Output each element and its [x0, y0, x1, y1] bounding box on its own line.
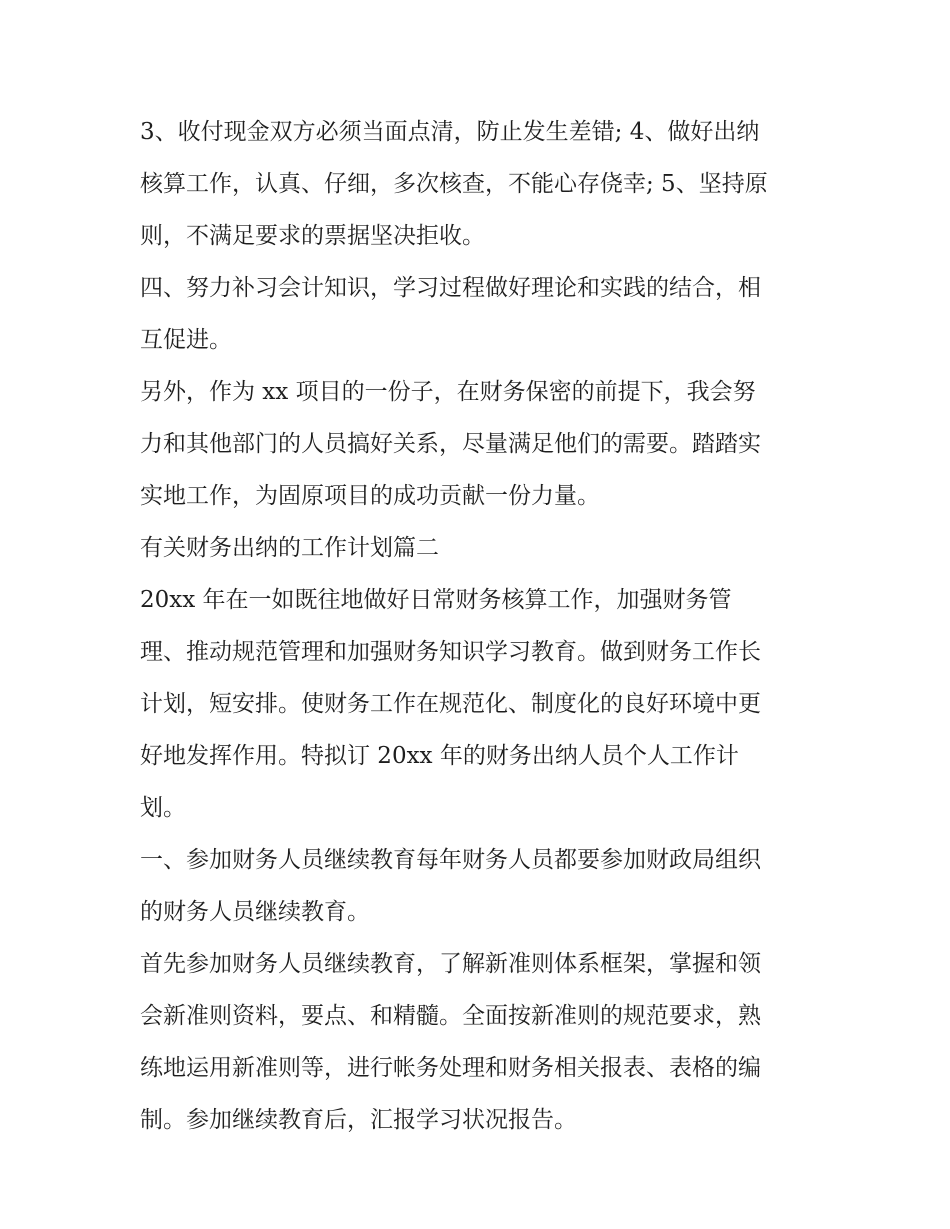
- text-line: 练地运用新准则等，进行帐务处理和财务相关报表、表格的编: [140, 1055, 761, 1081]
- text-line: 理、推动规范管理和加强财务知识学习教育。做到财务工作长: [140, 639, 761, 665]
- text-line: 的财务人员继续教育。: [140, 899, 370, 925]
- text-line: 计划，短安排。使财务工作在规范化、制度化的良好环境中更: [140, 691, 761, 717]
- text-line: 力和其他部门的人员搞好关系，尽量满足他们的需要。踏踏实: [140, 431, 761, 457]
- text-line: 则，不满足要求的票据坚决拒收。: [140, 223, 485, 249]
- text-line: 互促进。: [140, 327, 232, 353]
- text-line: 20xx 年在一如既往地做好日常财务核算工作，加强财务管: [140, 587, 732, 613]
- text-line: 实地工作，为固原项目的成功贡献一份力量。: [140, 483, 600, 509]
- text-line: 制。参加继续教育后，汇报学习状况报告。: [140, 1107, 577, 1133]
- text-line: 一、参加财务人员继续教育每年财务人员都要参加财政局组织: [140, 847, 761, 873]
- text-line: 另外，作为 xx 项目的一份子，在财务保密的前提下，我会努: [140, 379, 756, 405]
- text-line: 会新准则资料，要点、和精髓。全面按新准则的规范要求，熟: [140, 1003, 761, 1029]
- text-line: 四、努力补习会计知识，学习过程做好理论和实践的结合，相: [140, 275, 761, 301]
- section-heading: 有关财务出纳的工作计划篇二: [140, 535, 439, 561]
- text-line: 首先参加财务人员继续教育，了解新准则体系框架，掌握和领: [140, 951, 761, 977]
- text-line: 核算工作，认真、仔细，多次核查，不能心存侥幸; 5、坚持原: [140, 171, 768, 197]
- text-line: 3、收付现金双方必须当面点清，防止发生差错; 4、做好出纳: [140, 119, 760, 145]
- text-line: 好地发挥作用。特拟订 20xx 年的财务出纳人员个人工作计: [140, 743, 739, 769]
- text-line: 划。: [140, 795, 186, 821]
- document-body: [140, 106, 820, 1146]
